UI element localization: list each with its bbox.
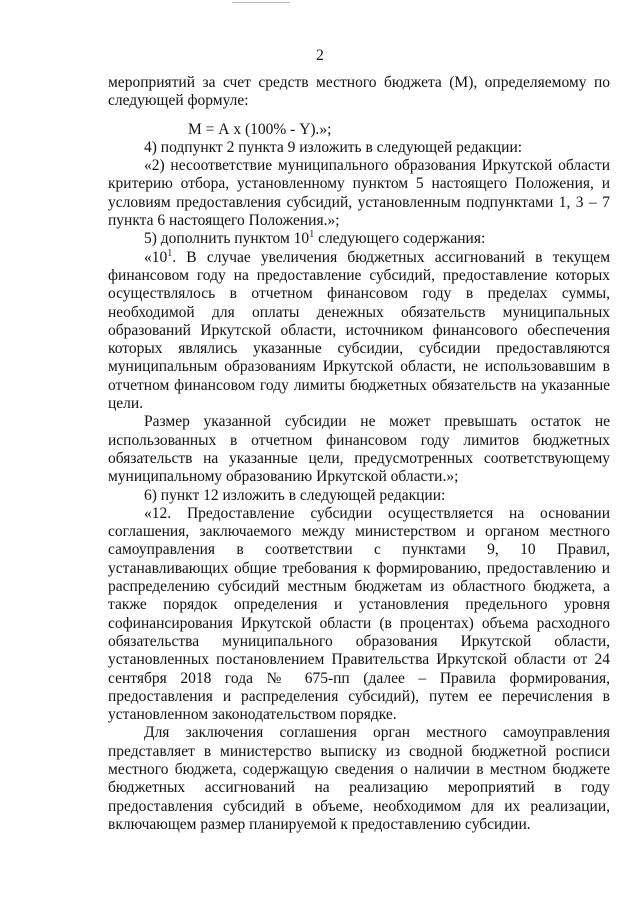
- paragraph-agreement: Для заключения соглашения орган местного самоуправления представляет в министерство выписку из сводной бюджетной росписи местного бюджета, содержащую сведения о наличии в местном бюджете бюджетных ассигнований на реализацию мероприятий в году предоставления субсидий в объеме, необходимом для их реализации, включающем размер планируемой к предоставлению субсидии.: [108, 724, 610, 833]
- point-10-1-start: «10: [144, 248, 168, 266]
- formula: М = А х (100% - Y).»;: [188, 120, 332, 138]
- item-5-text-end: следующего содержания:: [314, 230, 486, 248]
- paragraph-item-5: [108, 230, 610, 248]
- paragraph-item-6: 6) пункт 12 изложить в следующей редакции:: [144, 486, 446, 504]
- paragraph-subsidy-amount: Размер указанной субсидии не может превышать остаток не использованных в отчетном финансовом году лимитов бюджетных обязательств на указанные цели, предусмотренных соответствующему муниципальному образованию Иркутской области.»;: [108, 413, 610, 486]
- paragraph-point-10-1: [108, 249, 610, 414]
- paragraph-point-12: «12. Предоставление субсидии осуществляется на основании соглашения, заключаемого между министерством и органом местного самоуправления в соответствии с пунктами 9, 10 Правил, устанавливающих общие требования к формированию, предоставлению и распределению субсидий местным бюджетам из областного бюджета, а также порядок определения и установления предельного уровня софинансирования Иркутской области (в процентах) объема расходного обязательства муниципального образования Иркутской области, установленных постановлением Правительства Иркутской области от 24 сентября 2018 года № 675-пп (далее – Правила формирования, предоставления и распределения субсидий), путем ее перечисления в установленном законодательством порядке.: [108, 504, 610, 724]
- top-edge-line: [232, 2, 290, 3]
- superscript: 1: [167, 247, 173, 259]
- paragraph-item-4: 4) подпункт 2 пункта 9 изложить в следующей редакции:: [144, 138, 523, 156]
- point-10-1-text: . В случае увеличения бюджетных ассигнований в текущем финансовом году на предоставление субсидий, предоставление которых осуществлялось в отчетном финансовом году в пределах суммы, необходимой для оплаты денежных обязательств муниципальных образований Иркутской области, источником финансового обеспечения которых являлись указанные субсидии, субсидии предоставляются муниципальным образованиям Иркутской области, не использовавшим в отчетном финансовом году лимиты бюджетных обязательств на указанные цели.: [108, 248, 610, 413]
- paragraph-quote-subitem-2: «2) несоответствие муниципального образования Иркутской области критерию отбора, установленному пунктом 5 настоящего Положения, и условиям предоставления субсидий, установленным подпунктами 1, 3 – 7 пункта 6 настоящего Положения.»;: [108, 157, 610, 230]
- item-5-text: 5) дополнить пунктом 10: [144, 230, 310, 248]
- page-number: 2: [316, 47, 324, 64]
- document-body: [108, 74, 610, 834]
- paragraph-continuation: мероприятий за счет средств местного бюджета (М), определяемому по следующей формуле:: [108, 74, 610, 110]
- superscript: 1: [309, 229, 315, 241]
